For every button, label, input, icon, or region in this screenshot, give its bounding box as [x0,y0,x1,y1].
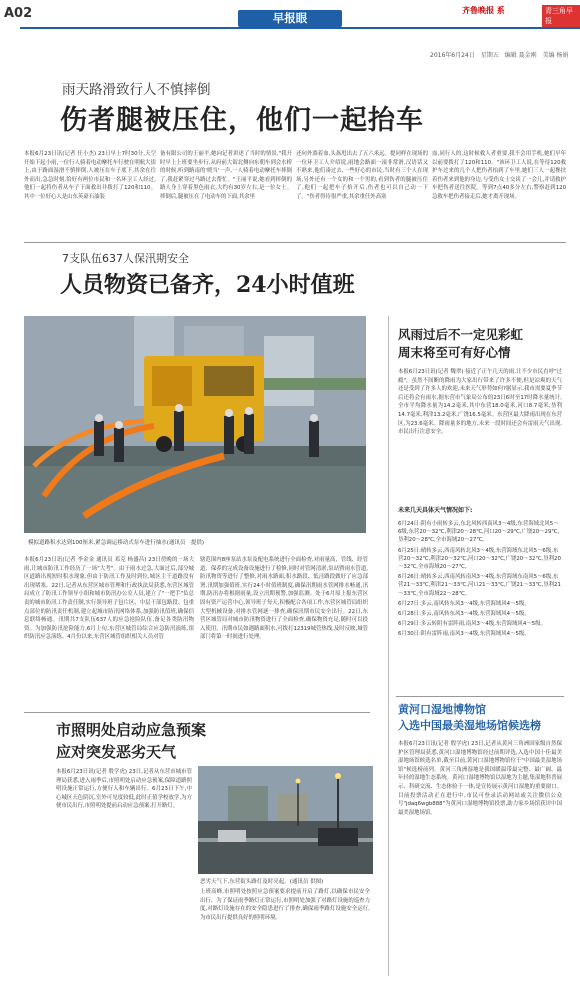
divider [396,696,564,697]
weather-day: 6月25日:晴转多云,西南风转北风3～4级,东营海域东北风5～6级,东营20～32℃,利津20～32℃,河口20～32℃,广饶20～32℃,垦利20～32℃,全市海域20～27℃。 [398,547,561,571]
street-lights-photo [198,766,373,874]
dateline: 2016年6月24日 星期五 编辑 聂金刚 美编 杨娟 [430,52,569,59]
weather-day: 6月30日:阴有雷阵雨,南风3～4级,东营海域风4～5级。 [398,631,530,638]
weather-list [398,520,562,641]
page-number: A02 [4,6,33,21]
photo1-caption: 模拟道路积水达到100厘米,紧急调运移动式泵车进行抽水(通讯员 提供) [28,540,205,546]
flood-drill-photo [24,316,366,533]
paper-logo: 齐鲁晚报 系 [462,6,505,15]
story2-col1: 本报6月23日讯(记者 李金金 通讯员 邓克 杨盛昌) 23日傍晚的一场大雨,让城市防汛工作经历了一场"大考"。由于雨水过急,大面过后,部分城区道路出现短时积水现象,但由于防汛工作及时到位,城区主干道路没有出现堵塞。22日,记者从东营区城市管理和行政执法局获悉,东营区城管局成立了防汛工作领导小组和城市防汛办公室人员,建立了"一把手"负总责的城市防汛工作责任制,实行领导班子包片区、中层干部包路段、包重点部位的防汛责任机制,建立起城市防汛网络体系,加强防汛值班,确保信息联络畅通。汛期共7支队伍637人的应急抢险队伍,备足各类防汛物资。为加强防汛抢险能力,6月上旬,东营区城管局综合应急防汛演练,组织防汛应急演练。4月份以来,东营区城管组织相关人员对管 [24,557,194,641]
divider [24,712,370,713]
story2-headline: 人员物资已备齐，24小时值班 [60,272,355,298]
column-divider [388,316,389,976]
story1-col3: 还向外淌着血,头盔甩出去了五六米远。提同样在现场的一位环卫工人介绍说,雨地会路面一滚非常滑,汉语话又不熟来,他们凑过去,一些好心的市民,当时有三个人在现场,另外还有一个女的和一个男的,看到伤者的腿被压住了,他们一起把车子抬开后,伤者也可以自己动一下了。"伤者得待很严重,其余重任外高塞 [296,151,428,200]
sidebar2-headline-2: 入选中国最美湿地场馆候选榜 [398,719,541,732]
weather-day: 6月28日:多云,南风转东风3～4级,东营海域风4～5级。 [398,611,530,618]
sidebar2-headline-1: 黄河口湿地博物馆 [398,703,486,716]
sidebar1-headline-2: 周末将至可有好心情 [398,345,511,360]
weather-day: 6月26日:晴转多云,西南风转南风3～4级,东营海域东南风5～6级,东营21～33℃,利津21～33℃,河口21～33℃,广饶21～33℃,垦利21～33℃,全市海域22～28℃。 [398,574,561,597]
photo2-caption: 恶劣天气下,东营街头路灯及时亮起。(通讯员 供图) [200,879,324,885]
story1-kicker: 雨天路滑致行人不慎摔倒 [62,82,211,98]
story3-headline-1: 市照明处启动应急预案 [56,721,207,739]
story3-headline-2: 应对突发恶劣天气 [56,743,177,761]
divider [24,242,566,243]
story3-col1: 本报6月23日讯(记者 殷学虎) 23日,记者从东营市城市管理局获悉,进入雨季后,市照明处启动应急预案,保障道路照明设施正常运行,方便行人和车辆出行。6月23日下午,中心城区天色阴沉,室外可见度较低,此时正值学校放学,为方便市民出行,市照明处提前启动应急预案,打开路灯。 [56,769,192,810]
story1-headline: 伤者腿被压住，他们一起抬车 [60,105,424,136]
masthead-rule [20,27,580,29]
section-title: 早报眼 [238,10,342,27]
story1-col2: 备有限公司的王丽平,她向记者讲述了当时的情景,"我开时早上上班要坐步行,从府前大街北侧向东朝车到会水桥的时候,听到路南的'咣当'一声,一人骑着电动摩托车摔倒了,我赶紧穿过马路过去帮忙。"王丽平说,她看到摔倒的路人身上穿着黑色雨衣,大约有30岁左右,是一位女士。摔倒后,腿被压在了电动车的下面,其余里 [160,151,292,200]
weather-day: 6月24日:阴有小雨转多云,东北风转西南风3～4级,东营海域北风5～6级,东营20～32℃,利津20～28℃,河口20～29℃,广饶20～29℃,垦利20～28℃,全市海域20～27℃。 [398,521,560,544]
weather-day: 6月29日:多云转阴有雷阵雨,南风3～4级,东营海域风4～5级。 [398,621,546,628]
story3-col2: 上班高峰,市照明处按照应急预案要求提前开启了路灯,以确保市民安全出行。为了保证雨季路灯正常运行,市照明处加强了对路灯设施的巡查力度,对路灯设施存在的安全隐患进行了排查,确保雨季路灯设施安全运行,为市民出行提供良好的照明环境。 [200,889,370,921]
sidebar1-headline-1: 风雨过后不一定见彩虹 [398,327,524,342]
story2-col2: 辖范围内8座泵站水泵及配电系统进行全面检查,对雨量高、管线、经管道、保养的完成设备设施进行了检修,同时对管网清淤,泵站暨雨水管道,防汛物资等进行了整修,对雨水路面,积水路段、低洼路段做好了应急部署,汛期加强值班,实行24小时值班制度,确保汛期雨水管网排水畅通,汛期,防汛办将根据雨量,设立汛期预警,加强监测。处于6月原上报东营区固有资产运营中心,领导班子每天,积极配合各项工作,东营区城管局组织大型机械设备,对排水管网逐一排查,确保汛期市民安全出行。22日,东营区城管局对城市防汛物资进行了全面检查,确保物资充足,随时可以投入使用。汛期市民如遇路面积水,可拨打12319城管热线,及时反映,城管部门将第一时间进行处理。 [200,557,368,641]
weather-title: 未来几天具体天气情况如下: [398,507,473,514]
sidebar1-body: 本报6月23日讯(记者 魏翠) 接近了正午几天的雨,让不少市民直呼"过瘾"。虽然不间断的降雨为大家出行带来了许多不便,但是凉爽的天气还是受到了许多人的欢迎,未来天气形势如何?据显示,我市需要夏季节后还将会有雨水,据东营市气象局公布的23日6时至17时降水量统计,全市平均降水量为14.2毫米,其中东营18.0毫米,河口8.7毫米,垦利14.7毫米,利津13.2毫米,广饶16.5毫米。东营区最大降雨出现在东营区,为23.6毫米。降雨量多的地方,未来一段时间还会有雷雨天气出现,市民出行注意安全。 [398,369,562,436]
sidebar2-body: 本报6月23日讯(记者 殷学虎) 23日,记者从黄河三角洲国家级自然保护区管理局获悉,黄河口湿地博物馆经过前期评选,入选中国十佳最美湿地场馆候选名单,截至目前,黄河口湿地博物馆位于"中国最美湿地场馆"候选榜前列。黄河三角洲湿地是我国暖温带最完整、最广阔、最年轻的湿地生态系统。黄河口湿地博物馆以湿地为主题,集湿地科普展示、科研交流、生态体验于一体,是宣传展示黄河口湿地的重要窗口。目前投票活动正在进行中,市民可登录活动网站或关注微信公众号"jdaq6wgb888"为黄河口湿地博物馆投票,助力家乡场馆获评中国最美湿地场馆。 [398,741,562,816]
story1-col1: 本报6月23日讯(记者 任小杰) 23日早上7时30分,天空开始下起小雨,一位行人骑着电动摩托车行驶在明航大街上,由于路面湿滑不慎摔倒,人被压在车子底下,其余在往外而出,急急时刻,恰好有两位市民和一名环卫工人经过,他们一起将伤者从车子下面救出并拨打了120和110。其中一位好心人是山东英豪石油装 [24,151,156,200]
weather-day: 6月27日:多云,南风转东风3～4级,东营海域风4～5级。 [398,600,530,607]
paper-tag: 青三角早报 [542,5,580,27]
story2-kicker: 7支队伍637人保汛期安全 [62,252,189,265]
story1-col4: 血,同行人的,这时候救人者重要,我不会用手机,她们早年以前要拨打了120和110。"该环卫工人说,在等待120救护车过来的几个人把伤者抬到了车里,她们三人一起搀扶着伤者来到他的身边,与受伤女士交谈了一会儿,并请救护车把伤者送往医院。等到7点40多分左右,警察赶到120急救车把伤者接走后,她才离开现场。 [432,151,566,200]
